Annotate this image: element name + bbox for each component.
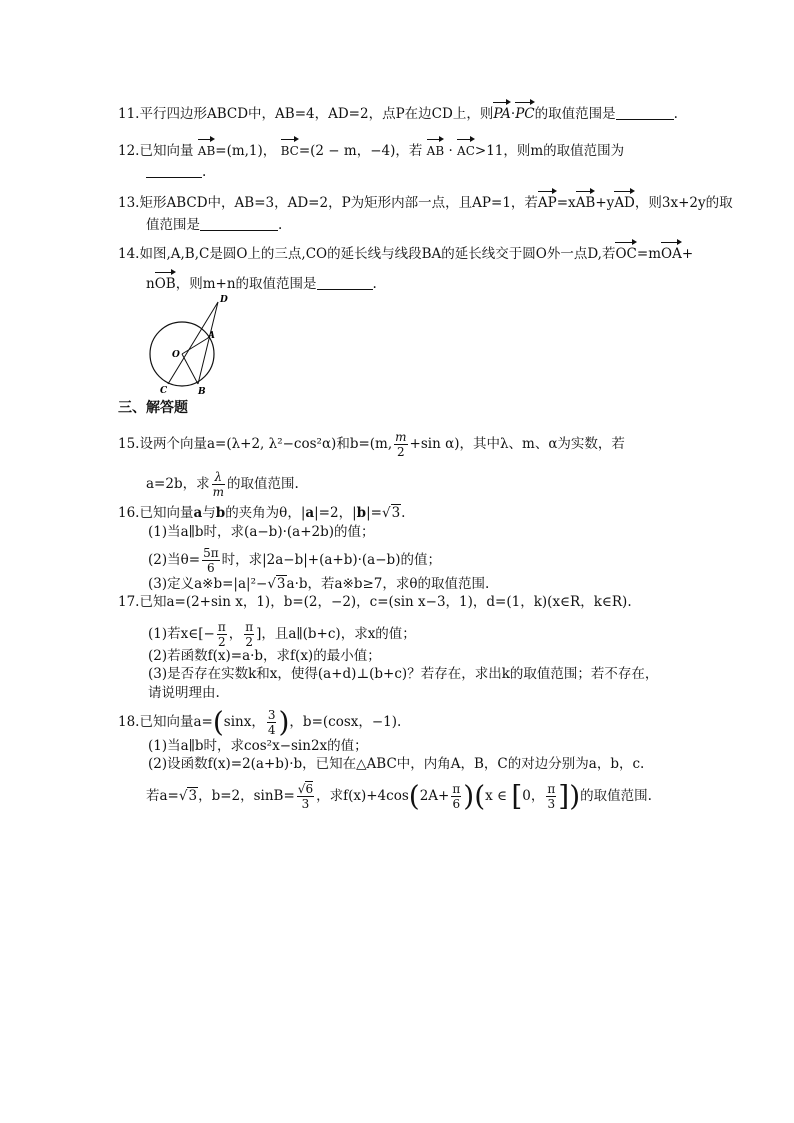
problem-14-text: 14.如图,A,B,C是圆O上的三点,CO的延长线与线段BA的延长线交于圆O外一点D,若 [118, 246, 616, 262]
problem-15 [118, 430, 625, 459]
fraction-numerator: 5π [203, 546, 219, 560]
segment-OB [182, 354, 198, 384]
q1-tail: ]，且a∥(b+c)，求x的值； [256, 626, 416, 642]
fraction-5pi-over-6 [202, 546, 220, 575]
problem-15-tail: +sin α)，其中λ、m、α为实数，若 [409, 436, 625, 452]
problem-12-line2 [146, 162, 206, 182]
fraction-numerator: 3 [267, 708, 276, 722]
problem-12-tail: >11，则m的取值范围为 [474, 143, 625, 159]
fraction-denominator: 2 [245, 635, 253, 649]
problem-18-text: 18.已知向量a= [118, 714, 213, 730]
vector-OB: OB [155, 270, 176, 294]
interval-start: 0， [522, 788, 545, 804]
label-B: B [198, 387, 206, 397]
vector-a: a [305, 505, 315, 521]
equals-m: =m [636, 246, 662, 262]
period: . [401, 505, 406, 521]
sinx: sinx， [223, 714, 265, 730]
q3-tail: a·b，若a※b≥7，求θ的取值范围. [286, 576, 490, 592]
section-heading: 三、解答题 [118, 400, 188, 416]
problem-13-text: 13.矩形ABCD中，AB=3，AD=2，P为矩形内部一点，且AP=1，若 [118, 195, 538, 211]
fraction-denominator: 6 [207, 561, 215, 575]
vector-OA: OA [661, 240, 682, 264]
fraction-numerator: √6 [297, 782, 314, 796]
vector-AB: AB [427, 137, 444, 161]
fraction-3-over-4 [267, 708, 277, 737]
dot-operator: · [448, 143, 453, 159]
vector-BC-value: =(2 − m，−4)，若 [298, 143, 423, 159]
fraction-denominator: 3 [301, 797, 310, 811]
angle-text: 的夹角为θ，| [225, 505, 306, 521]
period: . [372, 276, 377, 292]
q3-text: 若a= [146, 788, 179, 804]
comma: ， [228, 626, 243, 642]
label-A: A [208, 331, 215, 341]
coef-n: n [146, 276, 155, 292]
fraction-numerator: m [395, 430, 407, 444]
problem-13 [118, 189, 733, 213]
label-D: D [220, 295, 228, 305]
vector-AC: AC [457, 137, 475, 161]
fraction-m-over-2 [394, 430, 407, 459]
problem-18-q2: (2)设函数f(x)=2(a+b)·b，已知在△ABC中，内角A，B，C的对边分别为a，b，c. [148, 756, 645, 772]
answer-blank [317, 275, 373, 290]
period: . [673, 106, 678, 122]
problem-11-tail: 的取值范围是 [534, 106, 616, 122]
problem-11 [118, 100, 678, 124]
problem-17-q3: (3)是否存在实数k和x，使得(a+d)⊥(b+c)？若存在，求出k的取值范围；若不存在， [148, 666, 659, 682]
q2-tail: 时，求|2a−b|+(a+b)·(a−b)的值； [221, 552, 441, 568]
vector-b-def: ，b=(cosx，−1). [289, 714, 402, 730]
dot-operator: · [510, 106, 516, 122]
radicand: 3 [276, 576, 286, 592]
vector-AB: AB [576, 189, 596, 213]
vector-BC: BC [281, 137, 299, 161]
fraction-denominator: 4 [267, 723, 276, 737]
sqrt-3: √3 [178, 788, 198, 804]
fraction-pi-over-3 [546, 782, 556, 811]
fraction-numerator: π [547, 782, 556, 796]
q3-tail: 的取值范围. [580, 788, 652, 804]
problem-16-q3 [148, 574, 489, 594]
vector-b: b [215, 505, 226, 521]
fraction-numerator: π [452, 782, 461, 796]
vector-AB: AB [198, 137, 215, 161]
conjunction: 与 [202, 505, 216, 521]
problem-15-text-2: a=2b，求 [146, 476, 210, 492]
problem-18 [118, 705, 402, 739]
problem-18-q1: (1)当a∥b时，求cos²x−sin2x的值； [148, 738, 368, 754]
right-paren: ) [569, 779, 581, 813]
fraction-denominator: 2 [217, 635, 226, 649]
fraction-sqrt6-over-3 [297, 782, 314, 811]
problem-15-line2 [146, 470, 299, 499]
right-paren: ) [463, 779, 475, 813]
magnitude-text: |=2，| [314, 505, 357, 521]
right-bracket: ] [558, 779, 570, 813]
fraction-pi-over-6 [451, 782, 461, 811]
fraction-pi-over-2 [217, 620, 227, 649]
problem-12-text: 12.已知向量 [118, 143, 194, 159]
q3-arg: 2A+ [419, 788, 450, 804]
problem-16-q1: (1)当a∥b时，求(a−b)·(a+2b)的值； [148, 524, 375, 540]
vector-PA: PA [493, 100, 511, 124]
problem-14-tail: ，则m+n的取值范围是 [175, 276, 317, 292]
left-paren: ( [474, 779, 486, 813]
label-C: C [160, 386, 168, 396]
problem-12 [118, 137, 624, 161]
problem-16 [118, 503, 405, 523]
fraction-denominator: m [212, 485, 224, 499]
q3-text: (3)定义a※b=|a|²− [148, 576, 268, 592]
problem-13-tail: ，则3x+2y的取 [634, 195, 733, 211]
left-paren: ( [212, 705, 224, 739]
fraction-denominator: 6 [452, 797, 461, 811]
problem-17: 17.已知a=(2+sin x，1)，b=(2，−2)，c=(sin x−3，1)，d=(1，k)(x∈R，k∈R). [118, 594, 632, 610]
fraction-pi-over-2 [244, 620, 254, 649]
vector-b: b [356, 505, 367, 521]
radicand: 6 [305, 782, 314, 796]
domain-text: x ∈ [485, 788, 512, 804]
problem-14 [118, 240, 693, 264]
q3-mid: ，b=2，sinB= [198, 788, 295, 804]
fraction-numerator: λ [212, 470, 225, 485]
problem-17-q1 [148, 620, 416, 649]
plus-y: +y [595, 195, 615, 211]
fraction-numerator: π [217, 620, 226, 634]
fraction-denominator: 3 [547, 797, 556, 811]
vector-a: a [193, 505, 203, 521]
radicand: 3 [188, 788, 198, 804]
problem-16-q2 [148, 546, 441, 575]
sqrt-3: √3 [381, 505, 401, 521]
period: . [202, 164, 207, 180]
sqrt-3: √3 [267, 576, 286, 592]
q1-text: (1)若x∈[− [148, 626, 215, 642]
equals: |= [366, 505, 382, 521]
answer-blank [200, 216, 278, 231]
fraction-denominator: 2 [397, 445, 405, 459]
problem-11-text: 11.平行四边形ABCD中，AB=4，AD=2，点P在边CD上，则 [118, 106, 494, 122]
label-O: O [172, 350, 180, 360]
vector-AP: AP [538, 189, 557, 213]
answer-blank [616, 105, 674, 120]
circle-figure [140, 290, 240, 400]
vector-OC: OC [615, 240, 636, 264]
problem-17-q2: (2)若函数f(x)=a·b，求f(x)的最小值； [148, 648, 381, 664]
radicand: 3 [391, 505, 401, 521]
problem-18-q3 [146, 779, 652, 813]
q2-text: (2)当θ= [148, 552, 201, 568]
fraction-lambda-over-m [212, 470, 225, 499]
left-bracket: [ [511, 779, 523, 813]
period: . [278, 217, 283, 233]
problem-17-q3-line2: 请说明理由. [148, 685, 220, 701]
answer-blank [146, 163, 202, 178]
vector-AB-value: =(m,1)， [215, 143, 277, 159]
problem-13-line2 [146, 215, 282, 235]
equals-x: =x [556, 195, 576, 211]
problem-13-text-2: 值范围是 [146, 217, 200, 233]
segment-DC [168, 302, 218, 384]
right-paren: ) [278, 705, 290, 739]
left-paren: ( [408, 779, 420, 813]
vector-AD: AD [614, 189, 635, 213]
problem-16-text: 16.已知向量 [118, 505, 194, 521]
plus-sign: + [681, 246, 694, 262]
q3-cos: ，求f(x)+4cos [316, 788, 409, 804]
fraction-numerator: π [245, 620, 254, 634]
problem-15-tail-2: 的取值范围. [226, 476, 299, 492]
vector-PC: PC [515, 100, 534, 124]
problem-15-text: 15.设两个向量a=(λ+2, λ²−cos²α)和b=(m, [118, 436, 393, 452]
